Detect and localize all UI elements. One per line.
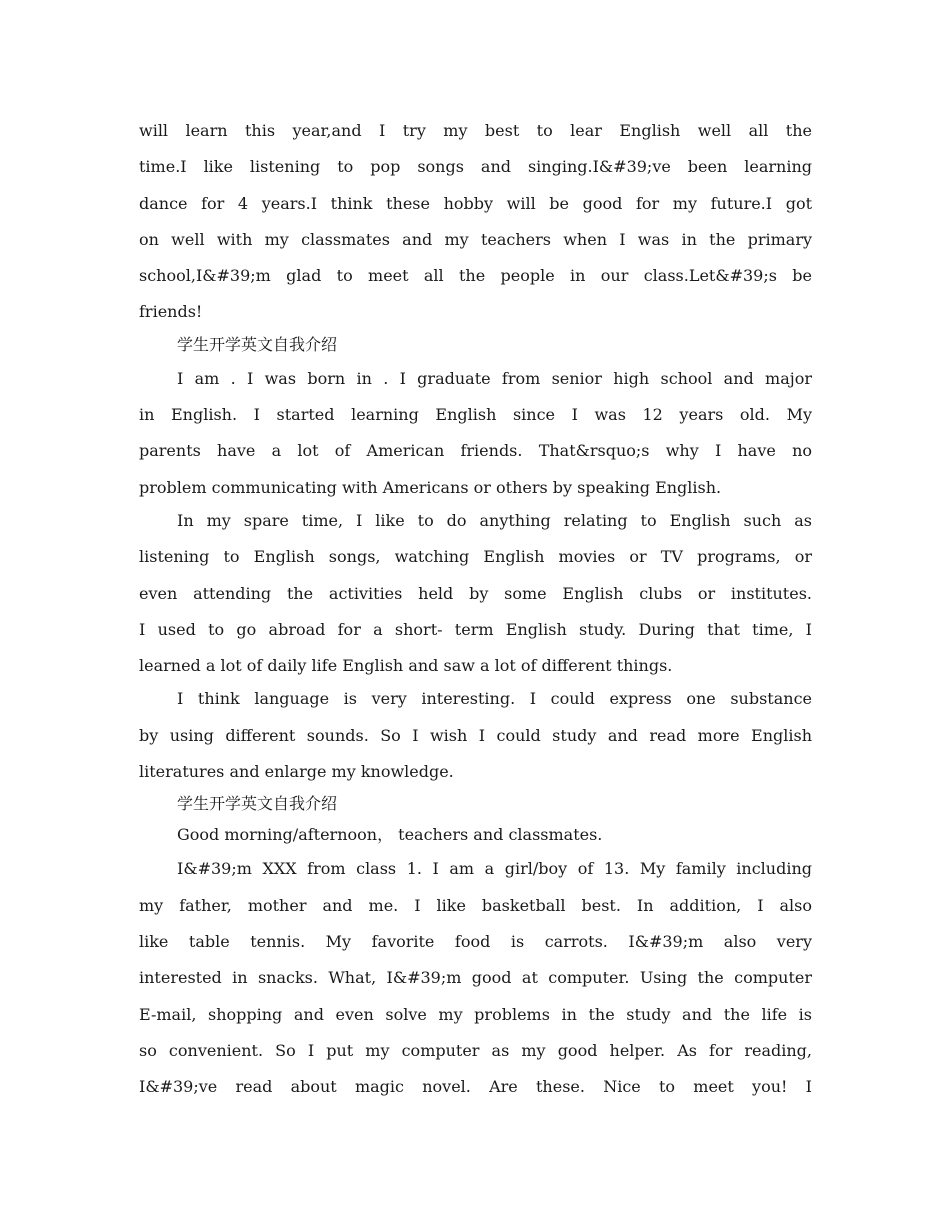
text-line: E-mail, shopping and even solve my problems in the study and the life is	[139, 1004, 812, 1024]
paragraph-about-me	[139, 851, 812, 1105]
text-line: even attending the activities held by some English clubs or institutes.	[139, 583, 812, 603]
text-line: will learn this year,and I try my best to lear English well all the	[139, 121, 812, 140]
text-line: literatures and enlarge my knowledge.	[139, 762, 454, 782]
text-line: I&#39;ve read about magic novel. Are these. Nice to meet you! I	[139, 1077, 812, 1097]
text-line: I&#39;m XXX from class 1. I am a girl/boy of 13. My family including	[177, 859, 812, 879]
text-line: listening to English songs, watching English movies or TV programs, or	[139, 547, 812, 567]
text-line: parents have a lot of American friends. That&rsquo;s why I have no	[139, 441, 812, 461]
text-line: I think language is very interesting. I could express one substance	[177, 689, 812, 709]
text-line: friends!	[139, 302, 203, 322]
text-line: In my spare time, I like to do anything relating to English such as	[177, 510, 812, 530]
text-line: so convenient. So I put my computer as my good helper. As for reading,	[139, 1040, 812, 1060]
text-line: my father, mother and me. I like basketball best. In addition, I also	[139, 895, 812, 915]
text-line: learned a lot of daily life English and saw a lot of different things.	[139, 656, 673, 676]
text-line: in English. I started learning English since I was 12 years old. My	[139, 405, 812, 425]
text-line: time.I like listening to pop songs and singing.I&#39;ve been learning	[139, 157, 812, 177]
text-line: I am . I was born in . I graduate from senior high school and major	[177, 368, 812, 388]
paragraph-spare-time	[139, 503, 812, 684]
document-page	[139, 113, 812, 1105]
paragraph-self-intro	[139, 361, 812, 506]
text-line: I used to go abroad for a short- term English study. During that time, I	[139, 619, 812, 639]
paragraph-greeting	[139, 819, 812, 850]
paragraph-language	[139, 681, 812, 790]
text-line: by using different sounds. So I wish I could study and read more English	[139, 725, 812, 745]
text-line: interested in snacks. What, I&#39;m good at computer. Using the computer	[139, 968, 812, 988]
text-line: problem communicating with Americans or others by speaking English.	[139, 477, 722, 497]
paragraph-intro-continued	[139, 113, 812, 331]
section-heading: 学生开学英文自我介绍	[177, 794, 338, 814]
text-line: like table tennis. My favorite food is carrots. I&#39;m also very	[139, 931, 812, 951]
text-line: dance for 4 years.I think these hobby will be good for my future.I got	[139, 193, 812, 213]
text-line: Good morning/afternoon， teachers and classmates.	[177, 825, 603, 845]
text-line: school,I&#39;m glad to meet all the people in our class.Let&#39;s be	[139, 266, 812, 286]
section-heading: 学生开学英文自我介绍	[177, 334, 338, 354]
text-line: on well with my classmates and my teachers when I was in the primary	[139, 229, 812, 249]
